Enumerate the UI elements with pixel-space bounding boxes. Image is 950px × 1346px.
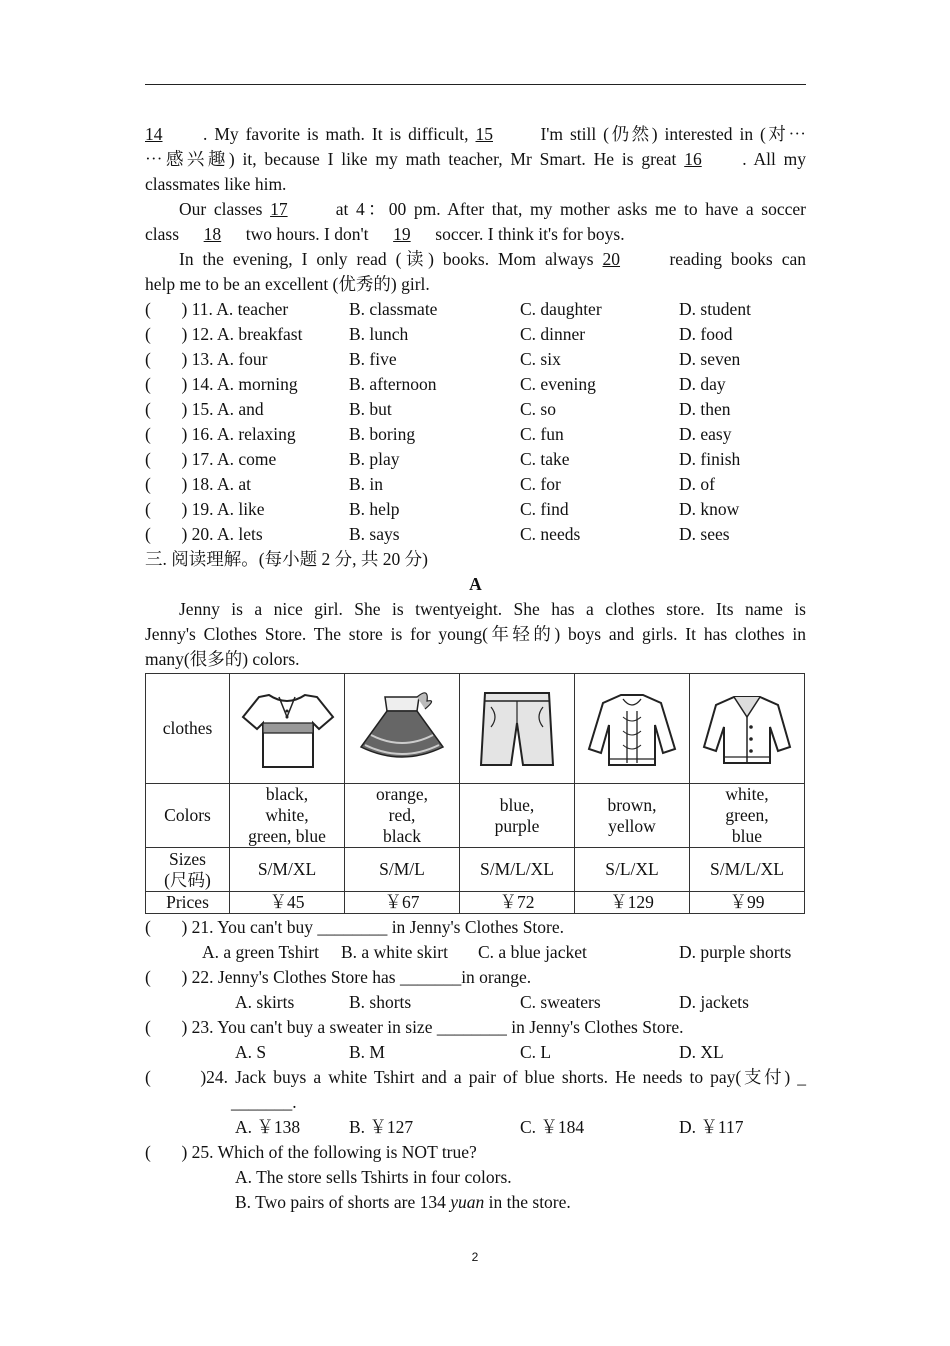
skirt-icon [345,674,460,784]
question-number-option-a[interactable]: ( ) 12. A. breakfast [145,324,303,344]
q22-option-b[interactable]: B. shorts [349,992,412,1012]
q24-option-b[interactable]: B. ￥127 [349,1117,414,1137]
passage-line-5: class 18 two hours. I don't 19 soccer. I think it's for boys. [145,222,806,247]
cloze-question-14 [145,372,806,397]
question-number-option-a[interactable]: ( ) 14. A. morning [145,374,298,394]
colors-skirt: orange, red, black [345,784,460,848]
question-21-options [145,940,806,965]
q23-option-b[interactable]: B. M [349,1042,385,1062]
question-number-option-a[interactable]: ( ) 15. A. and [145,399,264,419]
tshirt-icon [230,674,345,784]
question-number-option-a[interactable]: ( ) 17. A. come [145,449,277,469]
q24-option-c[interactable]: C. ￥184 [520,1117,585,1137]
question-23-options [145,1040,806,1065]
option-b[interactable]: B. afternoon [349,374,437,394]
option-b[interactable]: B. play [349,449,400,469]
option-d[interactable]: D. finish [679,449,741,469]
option-b[interactable]: B. but [349,399,392,419]
question-number-option-a[interactable]: ( ) 16. A. relaxing [145,424,296,444]
q22-option-d[interactable]: D. jackets [679,992,749,1012]
cloze-question-19 [145,497,806,522]
question-23-stem: ( ) 23. You can't buy a sweater in size ________ in Jenny's Clothes Store. [145,1017,684,1037]
option-c[interactable]: C. fun [520,424,564,444]
label-colors: Colors [146,784,230,848]
sizes-row [146,848,805,892]
q25-option-a[interactable]: A. The store sells Tshirts in four colors. [235,1167,512,1187]
sizes-jacket: S/M/L/XL [690,848,805,892]
q24-option-a[interactable]: A. ￥138 [235,1117,301,1137]
cloze-question-17 [145,447,806,472]
passage-line-6: In the evening, I only read (读) books. Mom always 20 reading books can [179,247,806,272]
reading-line-3: many(很多的) colors. [145,649,300,669]
option-b[interactable]: B. five [349,349,397,369]
cloze-question-18 [145,472,806,497]
q24-option-d[interactable]: D. ￥117 [679,1117,744,1137]
option-d[interactable]: D. sees [679,524,730,544]
cloze-question-15 [145,397,806,422]
colors-jacket: white, green, blue [690,784,805,848]
label-clothes: clothes [146,674,230,784]
q22-option-a[interactable]: A. skirts [235,992,295,1012]
passage-line-2: ⋯感兴趣) it, because I like my math teacher, Mr Smart. He is great 16 . All my [145,147,806,172]
option-b[interactable]: B. lunch [349,324,409,344]
option-b[interactable]: B. says [349,524,400,544]
question-number-option-a[interactable]: ( ) 13. A. four [145,349,268,369]
passage-line-7: help me to be an excellent (优秀的) girl. [145,274,430,294]
reading-line-1: Jenny is a nice girl. She is twentyeight. She has a clothes store. Its name is [179,599,806,619]
question-24-stem-cont: _______. [231,1092,297,1112]
blank-14: 14 [145,124,163,144]
blank-17: 17 [270,199,288,219]
option-c[interactable]: C. find [520,499,569,519]
blank-16: 16 [684,149,702,169]
q23-option-a[interactable]: A. S [235,1042,267,1062]
option-b[interactable]: B. classmate [349,299,438,319]
question-number-option-a[interactable]: ( ) 11. A. teacher [145,299,289,319]
option-d[interactable]: D. seven [679,349,741,369]
clothes-row [146,674,805,784]
option-c[interactable]: C. six [520,349,561,369]
question-number-option-a[interactable]: ( ) 19. A. like [145,499,265,519]
q25-option-b[interactable]: B. Two pairs of shorts are 134 yuan in the store. [235,1192,571,1212]
option-c[interactable]: C. so [520,399,556,419]
option-b[interactable]: B. in [349,474,384,494]
colors-row [146,784,805,848]
passage-line-1: 14 . My favorite is math. It is difficult, 15 I'm still (仍然) interested in (对⋯ [145,122,806,147]
question-24-options [145,1115,806,1140]
shorts-icon [460,674,575,784]
q23-option-c[interactable]: C. L [520,1042,552,1062]
passage-line-3: classmates like him. [145,174,287,194]
blank-18: 18 [203,224,222,244]
price-jacket: ￥99 [690,892,805,914]
sizes-tshirt: S/M/XL [230,848,345,892]
question-number-option-a[interactable]: ( ) 18. A. at [145,474,251,494]
cloze-question-20 [145,522,806,547]
option-b[interactable]: B. boring [349,424,416,444]
q21-option-b[interactable]: B. a white skirt [341,942,448,962]
option-c[interactable]: C. take [520,449,570,469]
part-heading: A [469,574,482,594]
q21-option-a[interactable]: A. a green Tshirt [202,942,320,962]
option-c[interactable]: C. dinner [520,324,586,344]
sizes-skirt: S/M/L [345,848,460,892]
option-d[interactable]: D. day [679,374,726,394]
price-shorts: ￥72 [460,892,575,914]
clothes-table [145,673,805,914]
header-rule [145,84,806,85]
colors-tshirt: black, white, green, blue [230,784,345,848]
question-21-stem: ( ) 21. You can't buy ________ in Jenny's Clothes Store. [145,917,565,937]
blank-20: 20 [602,249,621,269]
price-sweater: ￥129 [575,892,690,914]
blank-19: 19 [393,224,411,244]
option-d[interactable]: D. easy [679,424,732,444]
cloze-question-11 [145,297,806,322]
blank-15: 15 [475,124,493,144]
reading-line-2: Jenny's Clothes Store. The store is for young(年轻的) boys and girls. It has clothes in [145,624,806,644]
option-d[interactable]: D. food [679,324,733,344]
question-22-options [145,990,806,1015]
section-title: 三. 阅读理解。(每小题 2 分, 共 20 分) [145,549,428,569]
option-c[interactable]: C. evening [520,374,596,394]
sizes-sweater: S/L/XL [575,848,690,892]
colors-sweater: brown, yellow [575,784,690,848]
label-sizes: Sizes (尺码) [146,848,230,892]
sweater-icon [575,674,690,784]
cloze-question-13 [145,347,806,372]
option-d[interactable]: D. of [679,474,715,494]
page-number: 2 [471,1250,479,1264]
label-prices: Prices [146,892,230,914]
passage-line-4: Our classes 17 at 4：00 pm. After that, my mother asks me to have a soccer [179,197,806,222]
option-d[interactable]: D. student [679,299,751,319]
cloze-question-16 [145,422,806,447]
option-b[interactable]: B. help [349,499,400,519]
price-tshirt: ￥45 [230,892,345,914]
cloze-question-12 [145,322,806,347]
option-c[interactable]: C. needs [520,524,581,544]
q21-option-d[interactable]: D. purple shorts [679,942,792,962]
question-24-stem: ( )24. Jack buys a white Tshirt and a pair of blue shorts. He needs to pay(支付) _ [145,1067,806,1087]
prices-row [146,892,805,914]
sizes-shorts: S/M/L/XL [460,848,575,892]
colors-shorts: blue, purple [460,784,575,848]
option-d[interactable]: D. then [679,399,731,419]
question-number-option-a[interactable]: ( ) 20. A. lets [145,524,263,544]
q23-option-d[interactable]: D. XL [679,1042,724,1062]
jacket-icon [690,674,805,784]
option-c[interactable]: C. daughter [520,299,602,319]
option-c[interactable]: C. for [520,474,561,494]
question-22-stem: ( ) 22. Jenny's Clothes Store has _______in orange. [145,967,532,987]
price-skirt: ￥67 [345,892,460,914]
q21-option-c[interactable]: C. a blue jacket [478,942,587,962]
option-d[interactable]: D. know [679,499,740,519]
question-25-stem: ( ) 25. Which of the following is NOT true? [145,1142,477,1162]
q22-option-c[interactable]: C. sweaters [520,992,601,1012]
